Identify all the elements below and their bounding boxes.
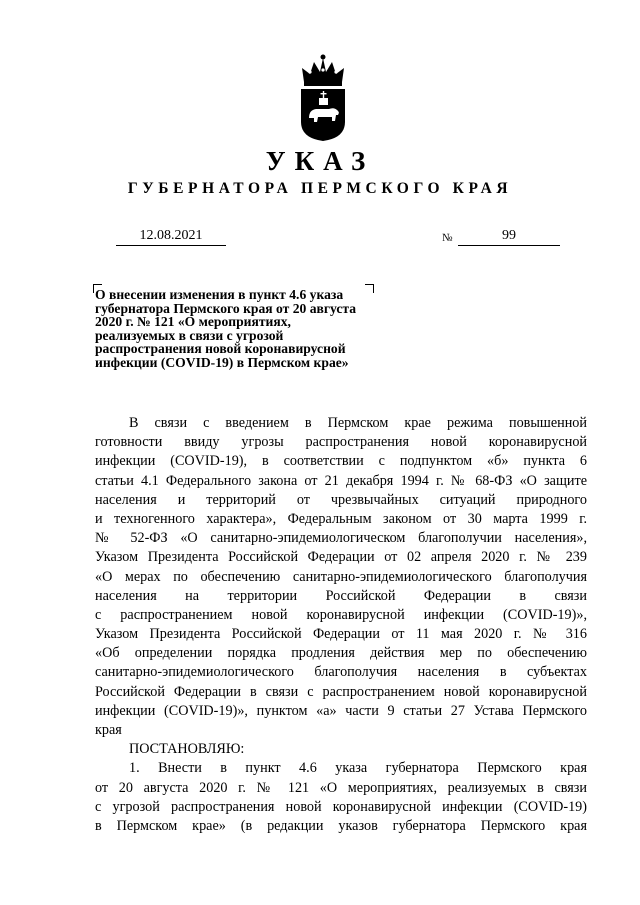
body-line: № 52-ФЗ «О санитарно-эпидемиологическом благополучии населения»,	[95, 530, 587, 547]
body-line: готовности ввиду угрозы распространения новой коронавирусной	[95, 434, 587, 451]
body-line: с распространением новой коронавирусной инфекции (COVID-19)»,	[95, 606, 587, 623]
document-body	[95, 414, 587, 836]
body-line: инфекции (COVID-19)», пунктом «а» части 9 статьи 27 Устава Пермского	[95, 702, 587, 719]
body-line: Российской Федерации в связи с распространением новой коронавирусной	[95, 683, 587, 700]
body-line: Указом Президента Российской Федерации от 02 апреля 2020 г. № 239	[95, 549, 587, 566]
document-number: 99	[458, 228, 560, 246]
body-line: санитарно-эпидемиологического благополучия населения в субъектах	[95, 664, 587, 681]
number-label: №	[442, 232, 453, 244]
body-line: 1. Внести в пункт 4.6 указа губернатора Пермского края	[129, 760, 587, 777]
heading-line: инфекции (COVID-19) в Пермском крае»	[95, 354, 349, 370]
body-line: инфекции (COVID-19), в соответствии с подпунктом «б» пункта 6	[95, 453, 587, 470]
document-heading	[95, 288, 395, 370]
body-line: статьи 4.1 Федерального закона от 21 декабря 1994 г. № 68-ФЗ «О защите	[95, 472, 587, 489]
document-date: 12.08.2021	[116, 228, 226, 246]
heading-line: губернатора Пермского края от 20 августа	[95, 300, 357, 316]
body-line: края	[95, 722, 122, 738]
heading-line: О внесении изменения в пункт 4.6 указа	[95, 287, 344, 302]
heading-line: 2020 г. № 121 «О мероприятиях,	[95, 314, 291, 330]
perm-krai-coat-of-arms-icon	[296, 52, 350, 142]
resolve-line: ПОСТАНОВЛЯЮ:	[129, 741, 245, 758]
heading-line: распространения новой коронавирусной	[95, 341, 346, 357]
body-line: «Об определении порядка продления действия мер по обеспечению	[95, 645, 587, 662]
body-line: «О мерах по обеспечению санитарно-эпидемиологического благополучия	[95, 568, 587, 585]
heading-line: реализуемых в связи с угрозой	[95, 327, 284, 343]
body-line: в Пермском крае» (в редакции указов губернатора Пермского края	[95, 817, 587, 834]
body-line: и техногенного характера», Федеральным законом от 30 марта 1999 г.	[95, 510, 587, 527]
document-subtitle: ГУБЕРНАТОРА ПЕРМСКОГО КРАЯ	[127, 180, 513, 197]
body-line: В связи с введением в Пермском крае режима повышенной	[129, 415, 587, 431]
document-title: УКАЗ	[265, 146, 375, 176]
body-line: от 20 августа 2020 г. № 121 «О мероприятиях, реализуемых в связи	[95, 779, 587, 796]
body-line: населения на территории Российской Федерации в связи	[95, 587, 587, 604]
body-line: с угрозой распространения новой коронавирусной инфекции (COVID-19)	[95, 798, 587, 815]
body-line: Указом Президента Российской Федерации от 11 мая 2020 г. № 316	[95, 626, 587, 643]
body-line: населения и территорий от чрезвычайных ситуаций природного	[95, 491, 587, 508]
